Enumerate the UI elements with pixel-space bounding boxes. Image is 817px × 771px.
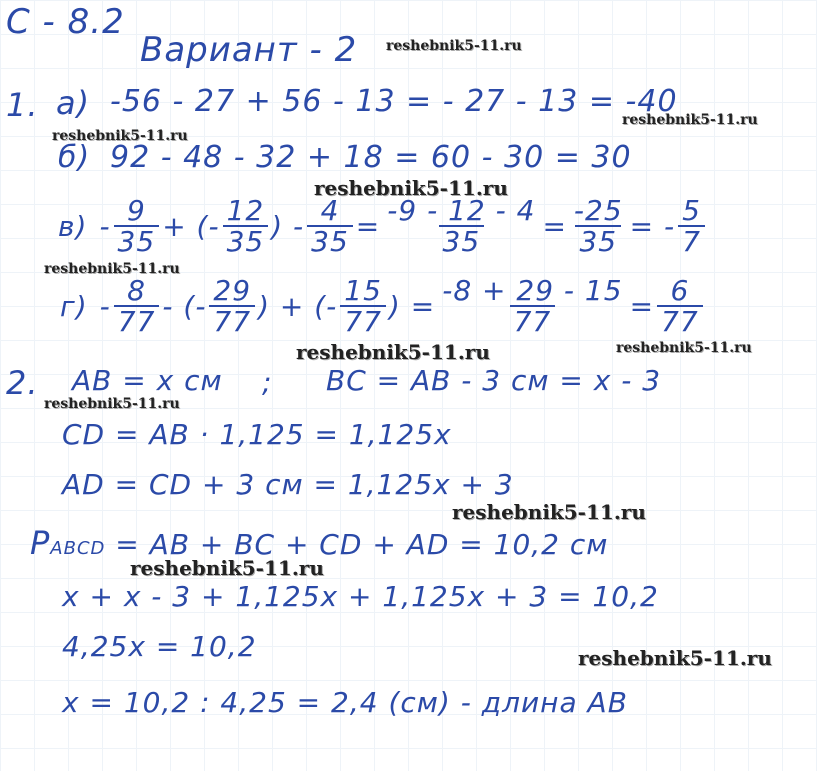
problem-2-line-1b: BC = AB - 3 см = x - 3	[326, 364, 662, 397]
numerator: 6	[670, 274, 690, 307]
watermark: reshebnik5-11.ru	[52, 128, 188, 144]
denominator: 77	[340, 305, 386, 336]
equals-sign: = -	[629, 209, 676, 243]
operator: -	[99, 209, 111, 243]
numerator: 4	[320, 194, 340, 227]
denominator: 77	[209, 305, 255, 336]
fraction	[340, 276, 386, 337]
watermark: reshebnik5-11.ru	[452, 500, 646, 524]
numerator: 9	[126, 194, 146, 227]
fraction	[114, 196, 160, 257]
denominator: 77	[114, 305, 160, 336]
fraction	[307, 196, 353, 257]
problem-2-separator: ;	[262, 366, 273, 399]
problem-2-line-2: CD = AB · 1,125 = 1,125x	[62, 418, 452, 451]
operator: + (-	[162, 209, 220, 243]
problem-1b-expression: 92 - 48 - 32 + 18 = 60 - 30 = 30	[110, 140, 632, 175]
numerator: 15	[344, 274, 382, 307]
perimeter-subscript: ABCD	[50, 538, 106, 559]
perimeter-expression: = AB + BC + CD + AD = 10,2 см	[115, 528, 609, 561]
problem-1a-label: а)	[56, 84, 91, 122]
watermark: reshebnik5-11.ru	[578, 646, 772, 670]
problem-2-line-1a: AB = x см	[72, 364, 223, 397]
denominator: 77	[510, 305, 556, 336]
numerator: -8 + 29 - 15	[442, 274, 623, 307]
numerator: 12	[226, 194, 265, 227]
problem-1-number: 1.	[6, 86, 39, 124]
fraction	[657, 276, 703, 337]
exercise-code: С - 8.2	[6, 2, 125, 42]
fraction	[223, 196, 269, 257]
fraction	[383, 196, 539, 257]
perimeter-symbol: P	[30, 524, 51, 562]
problem-2-number: 2.	[6, 364, 39, 402]
problem-1c-label: в)	[58, 209, 88, 243]
operator: - (-	[162, 289, 207, 323]
problem-1c-row	[58, 196, 708, 257]
problem-2-line-6: 4,25x = 10,2	[62, 630, 257, 663]
fraction	[114, 276, 160, 337]
denominator: 35	[307, 225, 353, 256]
problem-2-line-5: x + x - 3 + 1,125x + 1,125x + 3 = 10,2	[62, 580, 659, 613]
equals-sign: =	[629, 289, 655, 323]
fraction	[570, 196, 627, 257]
denominator: 35	[439, 225, 485, 256]
watermark: reshebnik5-11.ru	[622, 112, 758, 128]
equals-sign: ) =	[388, 289, 436, 323]
denominator: 35	[575, 225, 621, 256]
operator: ) + (-	[258, 289, 338, 323]
problem-1d-label: г)	[60, 289, 88, 323]
operator: -	[99, 289, 111, 323]
numerator: -25	[573, 194, 623, 227]
problem-2-line-4	[30, 524, 608, 562]
fraction	[438, 276, 626, 337]
variant-heading: Вариант - 2	[140, 30, 358, 70]
denominator: 35	[114, 225, 160, 256]
equals-sign: =	[355, 209, 381, 243]
watermark: reshebnik5-11.ru	[130, 556, 324, 580]
numerator: 29	[213, 274, 252, 307]
operator: ) -	[271, 209, 305, 243]
numerator: 8	[127, 274, 146, 307]
problem-1a-expression: -56 - 27 + 56 - 13 = - 27 - 13 = -40	[110, 84, 678, 119]
problem-1b-label: б)	[58, 140, 91, 175]
denominator: 7	[678, 225, 705, 256]
watermark: reshebnik5-11.ru	[314, 176, 508, 200]
watermark: reshebnik5-11.ru	[386, 38, 522, 54]
fraction	[678, 196, 705, 257]
fraction	[209, 276, 255, 337]
watermark: reshebnik5-11.ru	[616, 340, 752, 356]
watermark: reshebnik5-11.ru	[44, 261, 180, 277]
denominator: 35	[223, 225, 269, 256]
watermark: reshebnik5-11.ru	[44, 396, 180, 412]
watermark: reshebnik5-11.ru	[296, 340, 490, 364]
denominator: 77	[657, 305, 703, 336]
problem-2-line-7: x = 10,2 : 4,25 = 2,4 (см) - длина AB	[62, 686, 628, 719]
problem-1d-row	[60, 276, 706, 337]
problem-2-line-3: AD = CD + 3 см = 1,125x + 3	[62, 468, 514, 501]
numerator: -9 - 12 - 4	[387, 194, 536, 227]
numerator: 5	[682, 194, 701, 227]
equals-sign: =	[542, 209, 567, 243]
